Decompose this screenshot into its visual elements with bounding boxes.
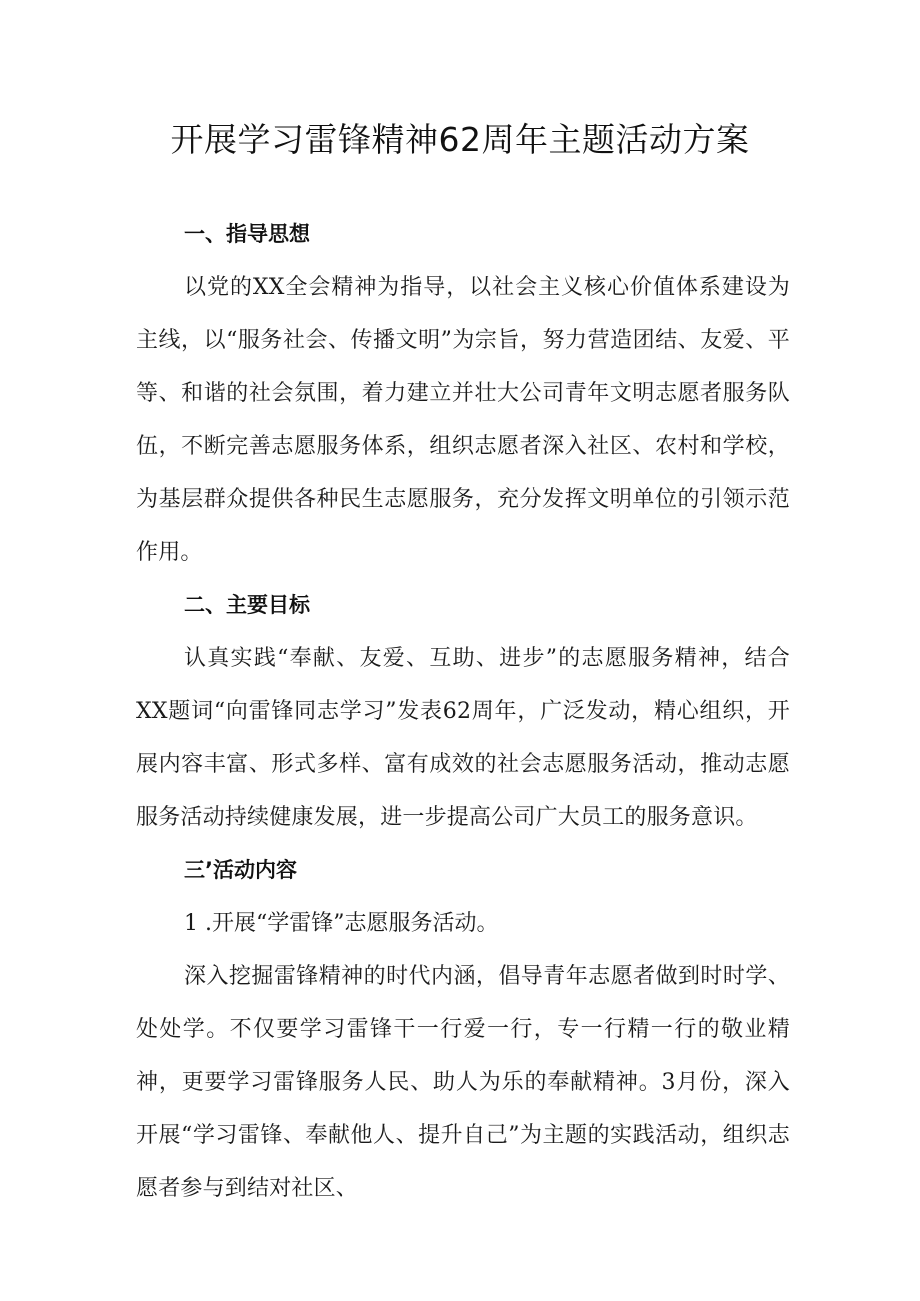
section-main-goals [136, 579, 790, 844]
section-heading: 二、主要目标 [184, 593, 310, 617]
section-paragraph: 以党的XX全会精神为指导，以社会主义核心价值体系建设为主线，以“服务社会、传播文明”为宗旨，努力营造团结、友爱、平等、和谐的社会氛围，着力建立并壮大公司青年文明志愿者服务队伍，不断完善志愿服务体系，组织志愿者深入社区、农村和学校，为基层群众提供各种民生志愿服务，充分发挥文明单位的引领示范作用。 [136, 275, 790, 565]
section-heading: 三’活动内容 [184, 858, 297, 882]
section-paragraph: 深入挖掘雷锋精神的时代内涵，倡导青年志愿者做到时时学、处处学。不仅要学习雷锋干一行爱一行，专一行精一行的敬业精神，更要学习雷锋服务人民、助人为乐的奉献精神。3月份，深入开展“学习雷锋、奉献他人、提升自己”为主题的实践活动，组织志愿者参与到结对社区、 [136, 964, 790, 1201]
numbered-item: 1 .开展“学雷锋”志愿服务活动。 [184, 911, 499, 936]
section-activity-content [136, 844, 790, 1215]
document-title: 开展学习雷锋精神62周年主题活动方案 [170, 120, 750, 159]
section-guiding-ideology [136, 208, 790, 579]
section-heading: 一、指导思想 [184, 222, 310, 246]
section-paragraph: 认真实践“奉献、友爱、互助、进步”的志愿服务精神，结合XX题词“向雷锋同志学习”发表62周年，广泛发动，精心组织，开展内容丰富、形式多样、富有成效的社会志愿服务活动，推动志愿服务活动持续健康发展，进一步提高公司广大员工的服务意识。 [136, 646, 790, 830]
